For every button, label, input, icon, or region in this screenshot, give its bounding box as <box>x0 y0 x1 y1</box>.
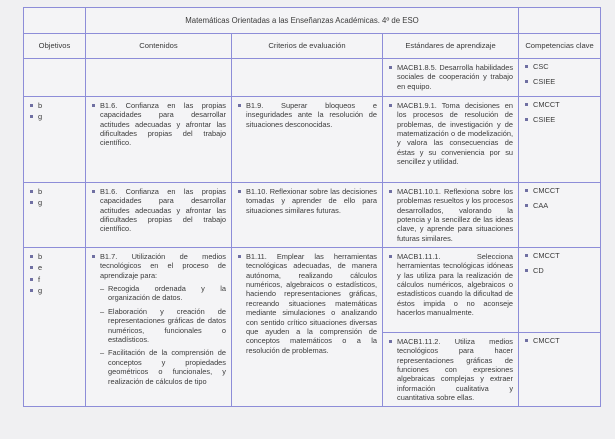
criterio-text: B1.10. Reflexionar sobre las decisiones tomadas y aprender de ello para situaciones similares futuras. <box>246 186 377 215</box>
square-bullet-icon <box>30 104 33 107</box>
objetivo-text: g <box>38 286 43 296</box>
list-item <box>524 251 595 260</box>
square-bullet-icon <box>525 339 528 342</box>
list-item <box>29 198 80 207</box>
square-bullet-icon <box>92 104 95 107</box>
square-bullet-icon <box>30 289 33 292</box>
contenidos-cell-empty <box>86 59 232 97</box>
objetivo-text: b <box>38 100 43 110</box>
square-bullet-icon <box>389 340 392 343</box>
square-bullet-icon <box>30 255 33 258</box>
title-row-empty-right <box>519 8 601 34</box>
estandar-text: MACB1.10.1. Reflexiona sobre los problemas resueltos y los procesos desarrollados, valorando la potencia y la sencillez de las ideas clave, y aprende para situaciones futuras similares. <box>397 186 514 243</box>
objetivos-cell-empty <box>24 59 86 97</box>
sub-list-item <box>100 348 226 386</box>
list-item <box>29 252 80 261</box>
curriculum-table-container <box>23 7 600 407</box>
criterio-text: B1.11. Emplear las herramientas tecnológicas adecuadas, de manera autónoma, realizando cálculos numéricos, algebraicos o estadísticos, haciendo representaciones gráficas, recreando situaciones matemáticas mediante simulaciones o analizando con sentido crítico situaciones diversas que ayuden a la comprensión de conceptos matemáticos o a la resolución de problemas. <box>246 251 377 355</box>
square-bullet-icon <box>238 104 241 107</box>
list-item <box>237 252 377 355</box>
estandares-cell <box>383 182 519 247</box>
estandares-cell <box>383 59 519 97</box>
table-title-row <box>24 8 601 34</box>
list-item <box>29 263 80 272</box>
estandar-text: MACB1.11.1. Selecciona herramientas tecnológicas idóneas y las utiliza para la realización de cálculos numéricos, algebraicos o estadísticos cuando la dificultad de éstos impida o no aconseje hacerlos manualmente. <box>397 251 514 318</box>
curriculum-table <box>23 7 601 407</box>
list-item <box>29 286 80 295</box>
square-bullet-icon <box>525 118 528 121</box>
list-item <box>524 336 595 345</box>
competencia-text: CMCCT <box>533 185 560 195</box>
contenido-subitem-text: Elaboración y creación de representaciones gráficas de datos numéricos, funcionales o estadísticos. <box>108 306 226 345</box>
list-item <box>388 337 513 403</box>
list-item <box>29 101 80 110</box>
contenidos-cell <box>86 96 232 182</box>
estandares-cell <box>383 247 519 332</box>
competencia-text: CMCCT <box>533 250 560 260</box>
list-item <box>524 100 595 109</box>
square-bullet-icon <box>389 190 392 193</box>
estandar-text: MACB1.8.5. Desarrolla habilidades sociales de cooperación y trabajo en equipo. <box>397 63 514 91</box>
square-bullet-icon <box>389 104 392 107</box>
square-bullet-icon <box>389 66 392 69</box>
criterios-cell <box>232 96 383 182</box>
col-header-objetivos: Objetivos <box>24 34 86 59</box>
estandares-cell <box>383 332 519 406</box>
objetivos-cell <box>24 247 86 406</box>
contenidos-cell <box>86 182 232 247</box>
objetivo-text: g <box>38 112 43 122</box>
table-row <box>24 182 601 247</box>
square-bullet-icon <box>525 254 528 257</box>
contenido-text: B1.6. Confianza en las propias capacidades para desarrollar actitudes adecuadas y afrontar las dificultades propias del trabajo científico. <box>100 100 226 148</box>
col-header-estandares: Estándares de aprendizaje <box>383 34 519 59</box>
contenidos-cell <box>86 247 232 406</box>
list-item <box>237 101 377 129</box>
contenido-text: B1.6. Confianza en las propias capacidades para desarrollar actitudes adecuadas y afrontar las dificultades propias del trabajo científico. <box>100 186 226 234</box>
dash-bullet-icon <box>100 348 104 357</box>
estandar-text: MACB1.11.2. Utiliza medios tecnológicos para hacer representaciones gráficas de funciones con expresiones algebraicas complejas y extraer información cualitativa y cuantitativa sobre ellas. <box>397 336 514 403</box>
sub-list-item <box>100 284 226 303</box>
list-item <box>91 187 226 234</box>
competencia-text: CAA <box>533 201 549 211</box>
list-item <box>29 275 80 284</box>
competencia-text: CMCCT <box>533 335 560 345</box>
criterio-text: B1.9. Superar bloqueos e inseguridades ante la resolución de situaciones desconocidas. <box>246 100 377 129</box>
table-title: Matemáticas Orientadas a las Enseñanzas Académicas. 4º de ESO <box>86 8 519 34</box>
list-item <box>388 252 513 318</box>
list-item <box>524 266 595 275</box>
list-item <box>388 63 513 91</box>
objetivo-text: g <box>38 198 43 208</box>
square-bullet-icon <box>525 80 528 83</box>
list-item <box>91 101 226 148</box>
criterios-cell <box>232 182 383 247</box>
criterios-cell-empty <box>232 59 383 97</box>
col-header-criterios: Criterios de evaluación <box>232 34 383 59</box>
objetivos-cell <box>24 182 86 247</box>
objetivos-cell <box>24 96 86 182</box>
list-item <box>29 112 80 121</box>
estandar-text: MACB1.9.1. Toma decisiones en los procesos de resolución de problemas, de investigación y de matematización o de modelización, y valora las consecuencias de éstas y su conveniencia por su sencillez y utilidad. <box>397 100 514 167</box>
list-item <box>388 187 513 243</box>
square-bullet-icon <box>238 190 241 193</box>
objetivo-text: f <box>38 274 41 284</box>
contenido-subitem-text: Recogida ordenada y la organización de datos. <box>108 284 226 303</box>
competencias-cell <box>519 182 601 247</box>
square-bullet-icon <box>30 115 33 118</box>
table-row <box>24 96 601 182</box>
list-item <box>388 101 513 167</box>
square-bullet-icon <box>525 103 528 106</box>
square-bullet-icon <box>238 255 241 258</box>
square-bullet-icon <box>92 190 95 193</box>
list-item <box>91 252 226 386</box>
col-header-competencias: Competencias clave <box>519 34 601 59</box>
square-bullet-icon <box>389 255 392 258</box>
square-bullet-icon <box>525 204 528 207</box>
col-header-contenidos: Contenidos <box>86 34 232 59</box>
list-item <box>524 77 595 86</box>
square-bullet-icon <box>30 266 33 269</box>
list-item <box>524 201 595 210</box>
table-row <box>24 247 601 332</box>
square-bullet-icon <box>30 278 33 281</box>
square-bullet-icon <box>30 190 33 193</box>
square-bullet-icon <box>525 269 528 272</box>
list-item <box>524 186 595 195</box>
competencia-text: CSIEE <box>533 77 556 87</box>
square-bullet-icon <box>525 65 528 68</box>
contenido-subitem-text: Facilitación de la comprensión de conceptos y propiedades geométricos o funcionales, y realización de cálculos de tipo <box>108 348 226 386</box>
competencias-cell <box>519 247 601 332</box>
sub-list-item <box>100 307 226 345</box>
objetivo-text: b <box>38 186 43 196</box>
table-row <box>24 59 601 97</box>
title-row-empty-left <box>24 8 86 34</box>
competencias-cell <box>519 96 601 182</box>
list-item <box>524 62 595 71</box>
square-bullet-icon <box>525 189 528 192</box>
competencias-cell <box>519 59 601 97</box>
list-item <box>29 187 80 196</box>
table-header-row <box>24 34 601 59</box>
contenido-text: B1.7. Utilización de medios tecnológicos en el proceso de aprendizaje para: <box>100 251 226 280</box>
competencias-cell <box>519 332 601 406</box>
square-bullet-icon <box>92 255 95 258</box>
objetivo-text: e <box>38 263 43 273</box>
competencia-text: CSIEE <box>533 115 556 125</box>
square-bullet-icon <box>30 201 33 204</box>
criterios-cell <box>232 247 383 406</box>
objetivo-text: b <box>38 251 43 261</box>
competencia-text: CD <box>533 266 544 276</box>
dash-bullet-icon <box>100 284 104 293</box>
competencia-text: CMCCT <box>533 99 560 109</box>
estandares-cell <box>383 96 519 182</box>
competencia-text: CSC <box>533 62 549 71</box>
list-item <box>237 187 377 215</box>
dash-bullet-icon <box>100 307 104 316</box>
list-item <box>524 115 595 124</box>
